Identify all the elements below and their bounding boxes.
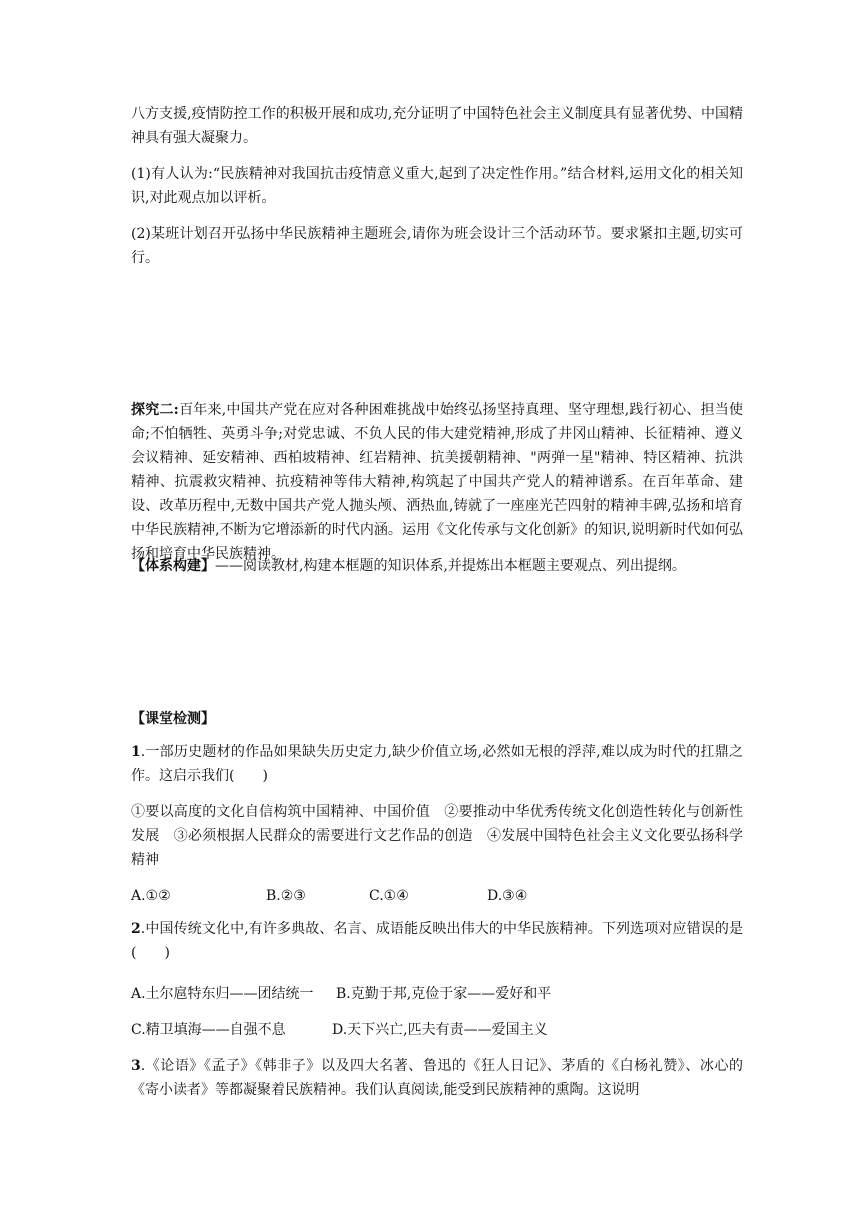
question-number: 3 xyxy=(131,1058,141,1074)
test-question-2-stem: 2.中国传统文化中,有许多典故、名言、成语能反映出伟大的中华民族精神。下列选项对应错误的是( ) xyxy=(131,921,743,961)
question-1-paragraph: (1)有人认为:“民族精神对我国抗击疫情意义重大,起到了决定性作用。”结合材料,运用文化的相关知识,对此观点加以评析。 xyxy=(131,166,743,206)
question-number: 1 xyxy=(131,744,141,760)
option-a: A.①② xyxy=(131,888,171,904)
test-question-2-options-row-1 xyxy=(131,982,771,1006)
explore-two-text: 百年来,中国共产党在应对各种困难挑战中始终弘扬坚持真理、坚守理想,践行初心、担当使命;不怕牺牲、英勇斗争;对党忠诚、不负人民的伟大建党精神,形成了井冈山精神、长征精神、遵义会议精神、延安精神、西柏坡精神、红岩精神、抗美援朝精神、"两弹一星"精神、特区精神、抗洪精神、抗震救灾精神、抗疫精神等伟大精神,构筑起了中国共产党人的精神谱系。在百年革命、建设、改革历程中,无数中国共产党人抛头颅、洒热血,铸就了一座座光芒四射的精神丰碑,弘扬和培育中华民族精神,不断为它增添新的时代内涵。运用《文化传承与文化创新》的知识,说明新时代如何弘扬和培育中华民族精神。 xyxy=(131,402,744,562)
option-b: B.②③ xyxy=(266,888,306,904)
explore-two-label: 探究二: xyxy=(131,402,179,418)
test-question-2-options-row-2 xyxy=(131,1018,771,1042)
classroom-test-heading: 【课堂检测】 xyxy=(131,711,215,727)
explore-two-paragraph xyxy=(131,398,743,566)
system-build-paragraph xyxy=(131,554,743,578)
question-2-paragraph: (2)某班计划召开弘扬中华民族精神主题班会,请你为班会设计三个活动环节。要求紧扣主题,切实可行。 xyxy=(131,226,743,266)
test-question-3-stem: 3.《论语》《孟子》《韩非子》以及四大名著、鲁迅的《狂人日记》、茅盾的《白杨礼赞》、冰心的《寄小读者》等都凝聚着民族精神。我们认真阅读,能受到民族精神的熏陶。这说明 xyxy=(131,1058,743,1098)
option-c: C.①④ xyxy=(369,888,409,904)
test-question-1-statements: ①要以高度的文化自信构筑中国精神、中国价值 ②要推动中华优秀传统文化创造性转化与创新性发展 ③必须根据人民群众的需要进行文艺作品的创造 ④发展中国特色社会主义文化要弘扬科学精神 xyxy=(131,804,743,868)
option-a: A.土尔扈特东归——团结统一 xyxy=(131,986,314,1002)
option-b: B.克勤于邦,克俭于家——爱好和平 xyxy=(336,986,552,1002)
option-c: C.精卫填海——自强不息 xyxy=(131,1022,286,1038)
test-question-1-options xyxy=(131,884,743,908)
system-build-label: 【体系构建】 xyxy=(131,558,215,574)
option-d: D.③④ xyxy=(487,888,528,904)
intro-paragraph: 八方支援,疫情防控工作的积极开展和成功,充分证明了中国特色社会主义制度具有显著优势、中国精神具有强大凝聚力。 xyxy=(131,106,743,146)
question-number: 2 xyxy=(131,921,141,937)
option-d: D.天下兴亡,匹夫有责——爱国主义 xyxy=(332,1022,548,1038)
system-build-text: ——阅读教材,构建本框题的知识体系,并提炼出本框题主要观点、列出提纲。 xyxy=(215,558,686,574)
test-question-1-stem: 1.一部历史题材的作品如果缺失历史定力,缺少价值立场,必然如无根的浮萍,难以成为时代的扛鼎之作。这启示我们( ) xyxy=(131,744,743,784)
